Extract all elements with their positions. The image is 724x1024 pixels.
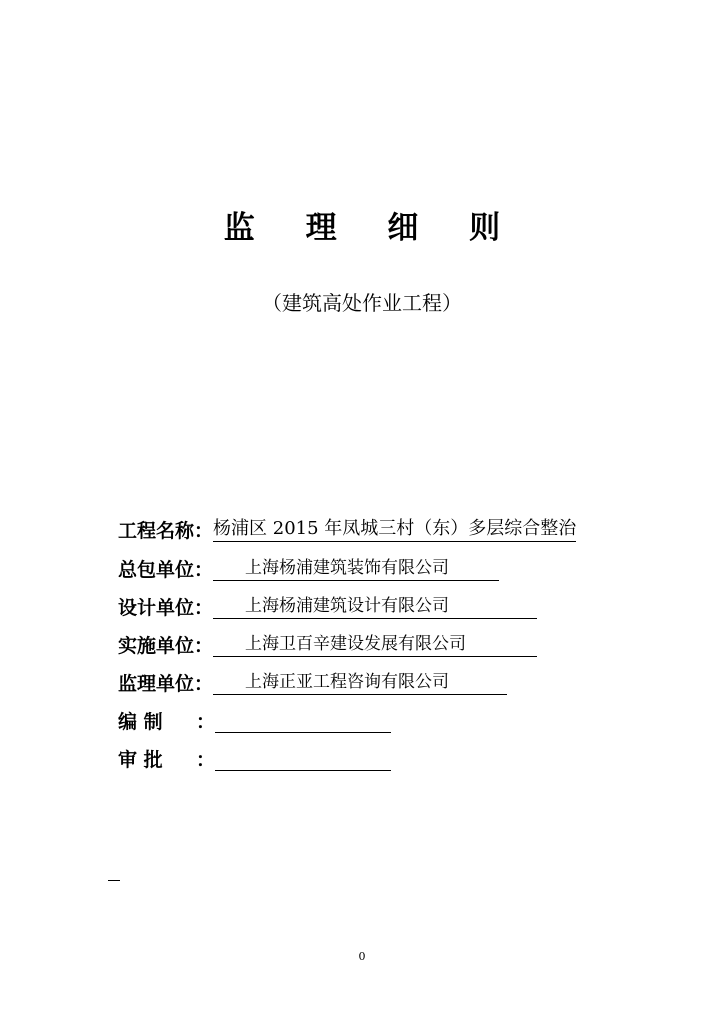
compiled-by-blank xyxy=(215,712,391,733)
construction-unit-colon: ： xyxy=(194,635,214,657)
project-name-row xyxy=(118,516,576,546)
compiled-by-label: 编 制 xyxy=(118,711,163,733)
general-contractor-label: 总包单位 xyxy=(118,559,195,581)
project-name-value: 杨浦区 2015 年凤城三村（东）多层综合整治 xyxy=(213,517,576,542)
document-title: 监 理 细 则 xyxy=(223,210,521,246)
approved-by-label: 审 批 xyxy=(118,749,163,771)
design-unit-label: 设计单位 xyxy=(118,597,195,619)
approved-by-blank xyxy=(215,750,391,771)
construction-unit-label: 实施单位 xyxy=(118,635,195,657)
approved-by-row xyxy=(118,745,391,775)
general-contractor-row xyxy=(118,555,499,585)
design-unit-row xyxy=(118,593,537,623)
stray-dash-mark xyxy=(108,880,120,881)
supervision-unit-colon: ： xyxy=(194,673,214,695)
design-unit-colon: ： xyxy=(194,597,214,619)
approved-by-colon: ： xyxy=(196,749,216,771)
page-number: 0 xyxy=(358,950,366,963)
general-contractor-value: 上海杨浦建筑装饰有限公司 xyxy=(213,556,499,581)
design-unit-value: 上海杨浦建筑设计有限公司 xyxy=(213,594,537,619)
document-subtitle: （建筑高处作业工程） xyxy=(262,291,462,315)
general-contractor-colon: ： xyxy=(194,559,214,581)
compiled-by-row xyxy=(118,707,391,737)
supervision-unit-label: 监理单位 xyxy=(118,673,195,695)
compiled-by-colon: ： xyxy=(196,711,216,733)
construction-unit-row xyxy=(118,631,537,661)
project-name-label: 工程名称： xyxy=(118,520,214,542)
supervision-unit-row xyxy=(118,669,507,699)
construction-unit-value: 上海卫百辛建设发展有限公司 xyxy=(213,632,537,657)
supervision-unit-value: 上海正亚工程咨询有限公司 xyxy=(213,670,507,695)
